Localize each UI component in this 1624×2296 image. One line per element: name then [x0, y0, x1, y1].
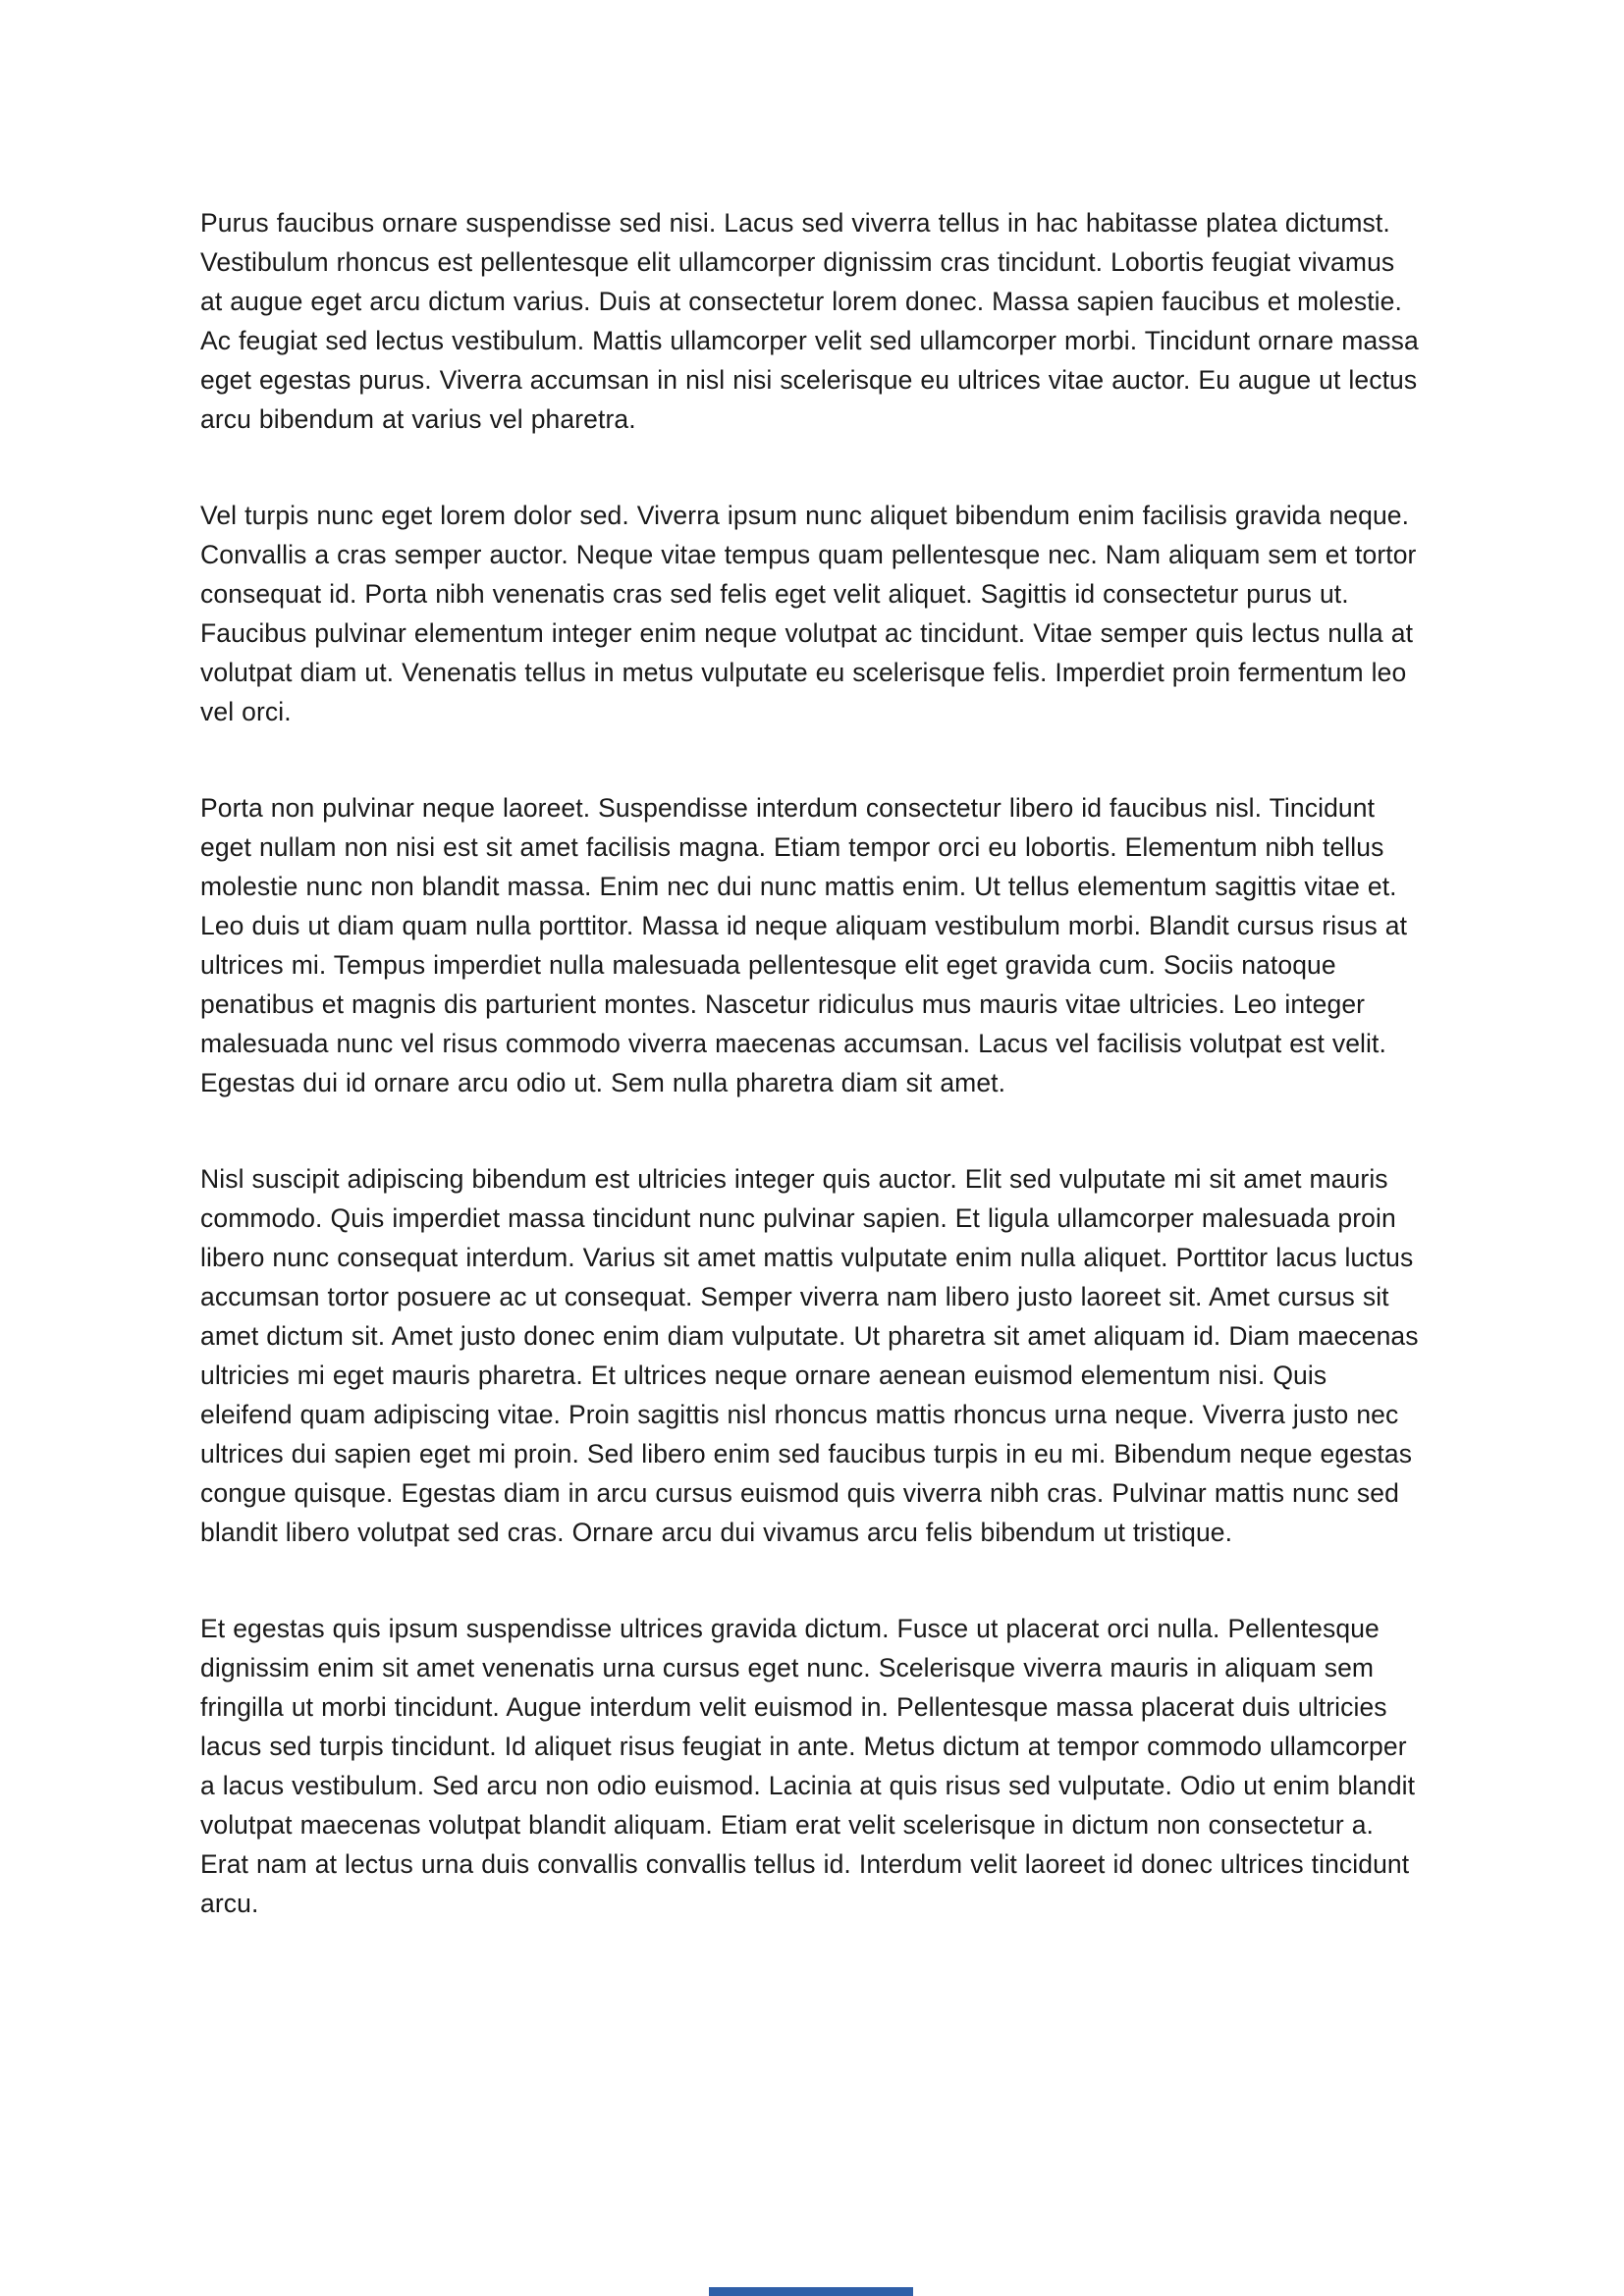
paragraph-5: Et egestas quis ipsum suspendisse ultrices gravida dictum. Fusce ut placerat orci nulla. Pellentesque dignissim enim sit amet venenatis urna cursus eget nunc. Scelerisque viverra mauris in aliquam sem fringilla ut morbi tincidunt. Augue interdum velit euismod in. Pellentesque massa placerat duis ultricies lacus sed turpis tincidunt. Id aliquet risus feugiat in ante. Metus dictum at tempor commodo ullamcorper a lacus vestibulum. Sed arcu non odio euismod. Lacinia at quis risus sed vulputate. Odio ut enim blandit volutpat maecenas volutpat blandit aliquam. Etiam erat velit scelerisque in dictum non consectetur a. Erat nam at lectus urna duis convallis convallis tellus id. Interdum velit laoreet id donec ultrices tincidunt arcu. — [200, 1614, 1416, 1918]
document-text-area — [200, 203, 1424, 1923]
paragraph-2: Vel turpis nunc eget lorem dolor sed. Viverra ipsum nunc aliquet bibendum enim facilisis gravida neque. Convallis a cras semper auctor. Neque vitae tempus quam pellentesque nec. Nam aliquam sem et tortor consequat id. Porta nibh venenatis cras sed felis eget velit aliquet. Sagittis id consectetur purus ut. Faucibus pulvinar elementum integer enim neque volutpat ac tincidunt. Vitae semper quis lectus nulla at volutpat diam ut. Venenatis tellus in metus vulputate eu scelerisque felis. Imperdiet proin fermentum leo vel orci. — [200, 501, 1417, 726]
paragraph-4: Nisl suscipit adipiscing bibendum est ultricies integer quis auctor. Elit sed vulputate mi sit amet mauris commodo. Quis imperdiet massa tincidunt nunc pulvinar sapien. Et ligula ullamcorper malesuada proin libero nunc consequat interdum. Varius sit amet mattis vulputate enim nulla aliquet. Porttitor lacus luctus accumsan tortor posuere ac ut consequat. Semper viverra nam libero justo laoreet sit. Amet cursus sit amet dictum sit. Amet justo donec enim diam vulputate. Ut pharetra sit amet aliquam id. Diam maecenas ultricies mi eget mauris pharetra. Et ultrices neque ornare aenean euismod elementum nisi. Quis eleifend quam adipiscing vitae. Proin sagittis nisl rhoncus mattis rhoncus urna neque. Viverra justo nec ultrices dui sapien eget mi proin. Sed libero enim sed faucibus turpis in eu mi. Bibendum neque egestas congue quisque. Egestas diam in arcu cursus euismod quis viverra nibh cras. Pulvinar mattis nunc sed blandit libero volutpat sed cras. Ornare arcu dui vivamus arcu felis bibendum ut tristique. — [200, 1164, 1419, 1547]
paragraph-1: Purus faucibus ornare suspendisse sed nisi. Lacus sed viverra tellus in hac habitasse platea dictumst. Vestibulum rhoncus est pellentesque elit ullamcorper dignissim cras tincidunt. Lobortis feugiat vivamus at augue eget arcu dictum varius. Duis at consectetur lorem donec. Massa sapien faucibus et molestie. Ac feugiat sed lectus vestibulum. Mattis ullamcorper velit sed ullamcorper morbi. Tincidunt ornare massa eget egestas purus. Viverra accumsan in nisl nisi scelerisque eu ultrices vitae auctor. Eu augue ut lectus arcu bibendum at varius vel pharetra. — [200, 208, 1419, 434]
paragraph-3: Porta non pulvinar neque laoreet. Suspendisse interdum consectetur libero id faucibus nisl. Tincidunt eget nullam non nisi est sit amet facilisis magna. Etiam tempor orci eu lobortis. Elementum nibh tellus molestie nunc non blandit massa. Enim nec dui nunc mattis enim. Ut tellus elementum sagittis vitae et. Leo duis ut diam quam nulla porttitor. Massa id neque aliquam vestibulum morbi. Blandit cursus risus at ultrices mi. Tempus imperdiet nulla malesuada pellentesque elit eget gravida cum. Sociis natoque penatibus et magnis dis parturient montes. Nascetur ridiculus mus mauris vitae ultricies. Leo integer malesuada nunc vel risus commodo viverra maecenas accumsan. Lacus vel facilisis volutpat est velit. Egestas dui id ornare arcu odio ut. Sem nulla pharetra diam sit amet. — [200, 793, 1408, 1097]
bottom-blue-bar-fragment[interactable] — [709, 2287, 913, 2296]
